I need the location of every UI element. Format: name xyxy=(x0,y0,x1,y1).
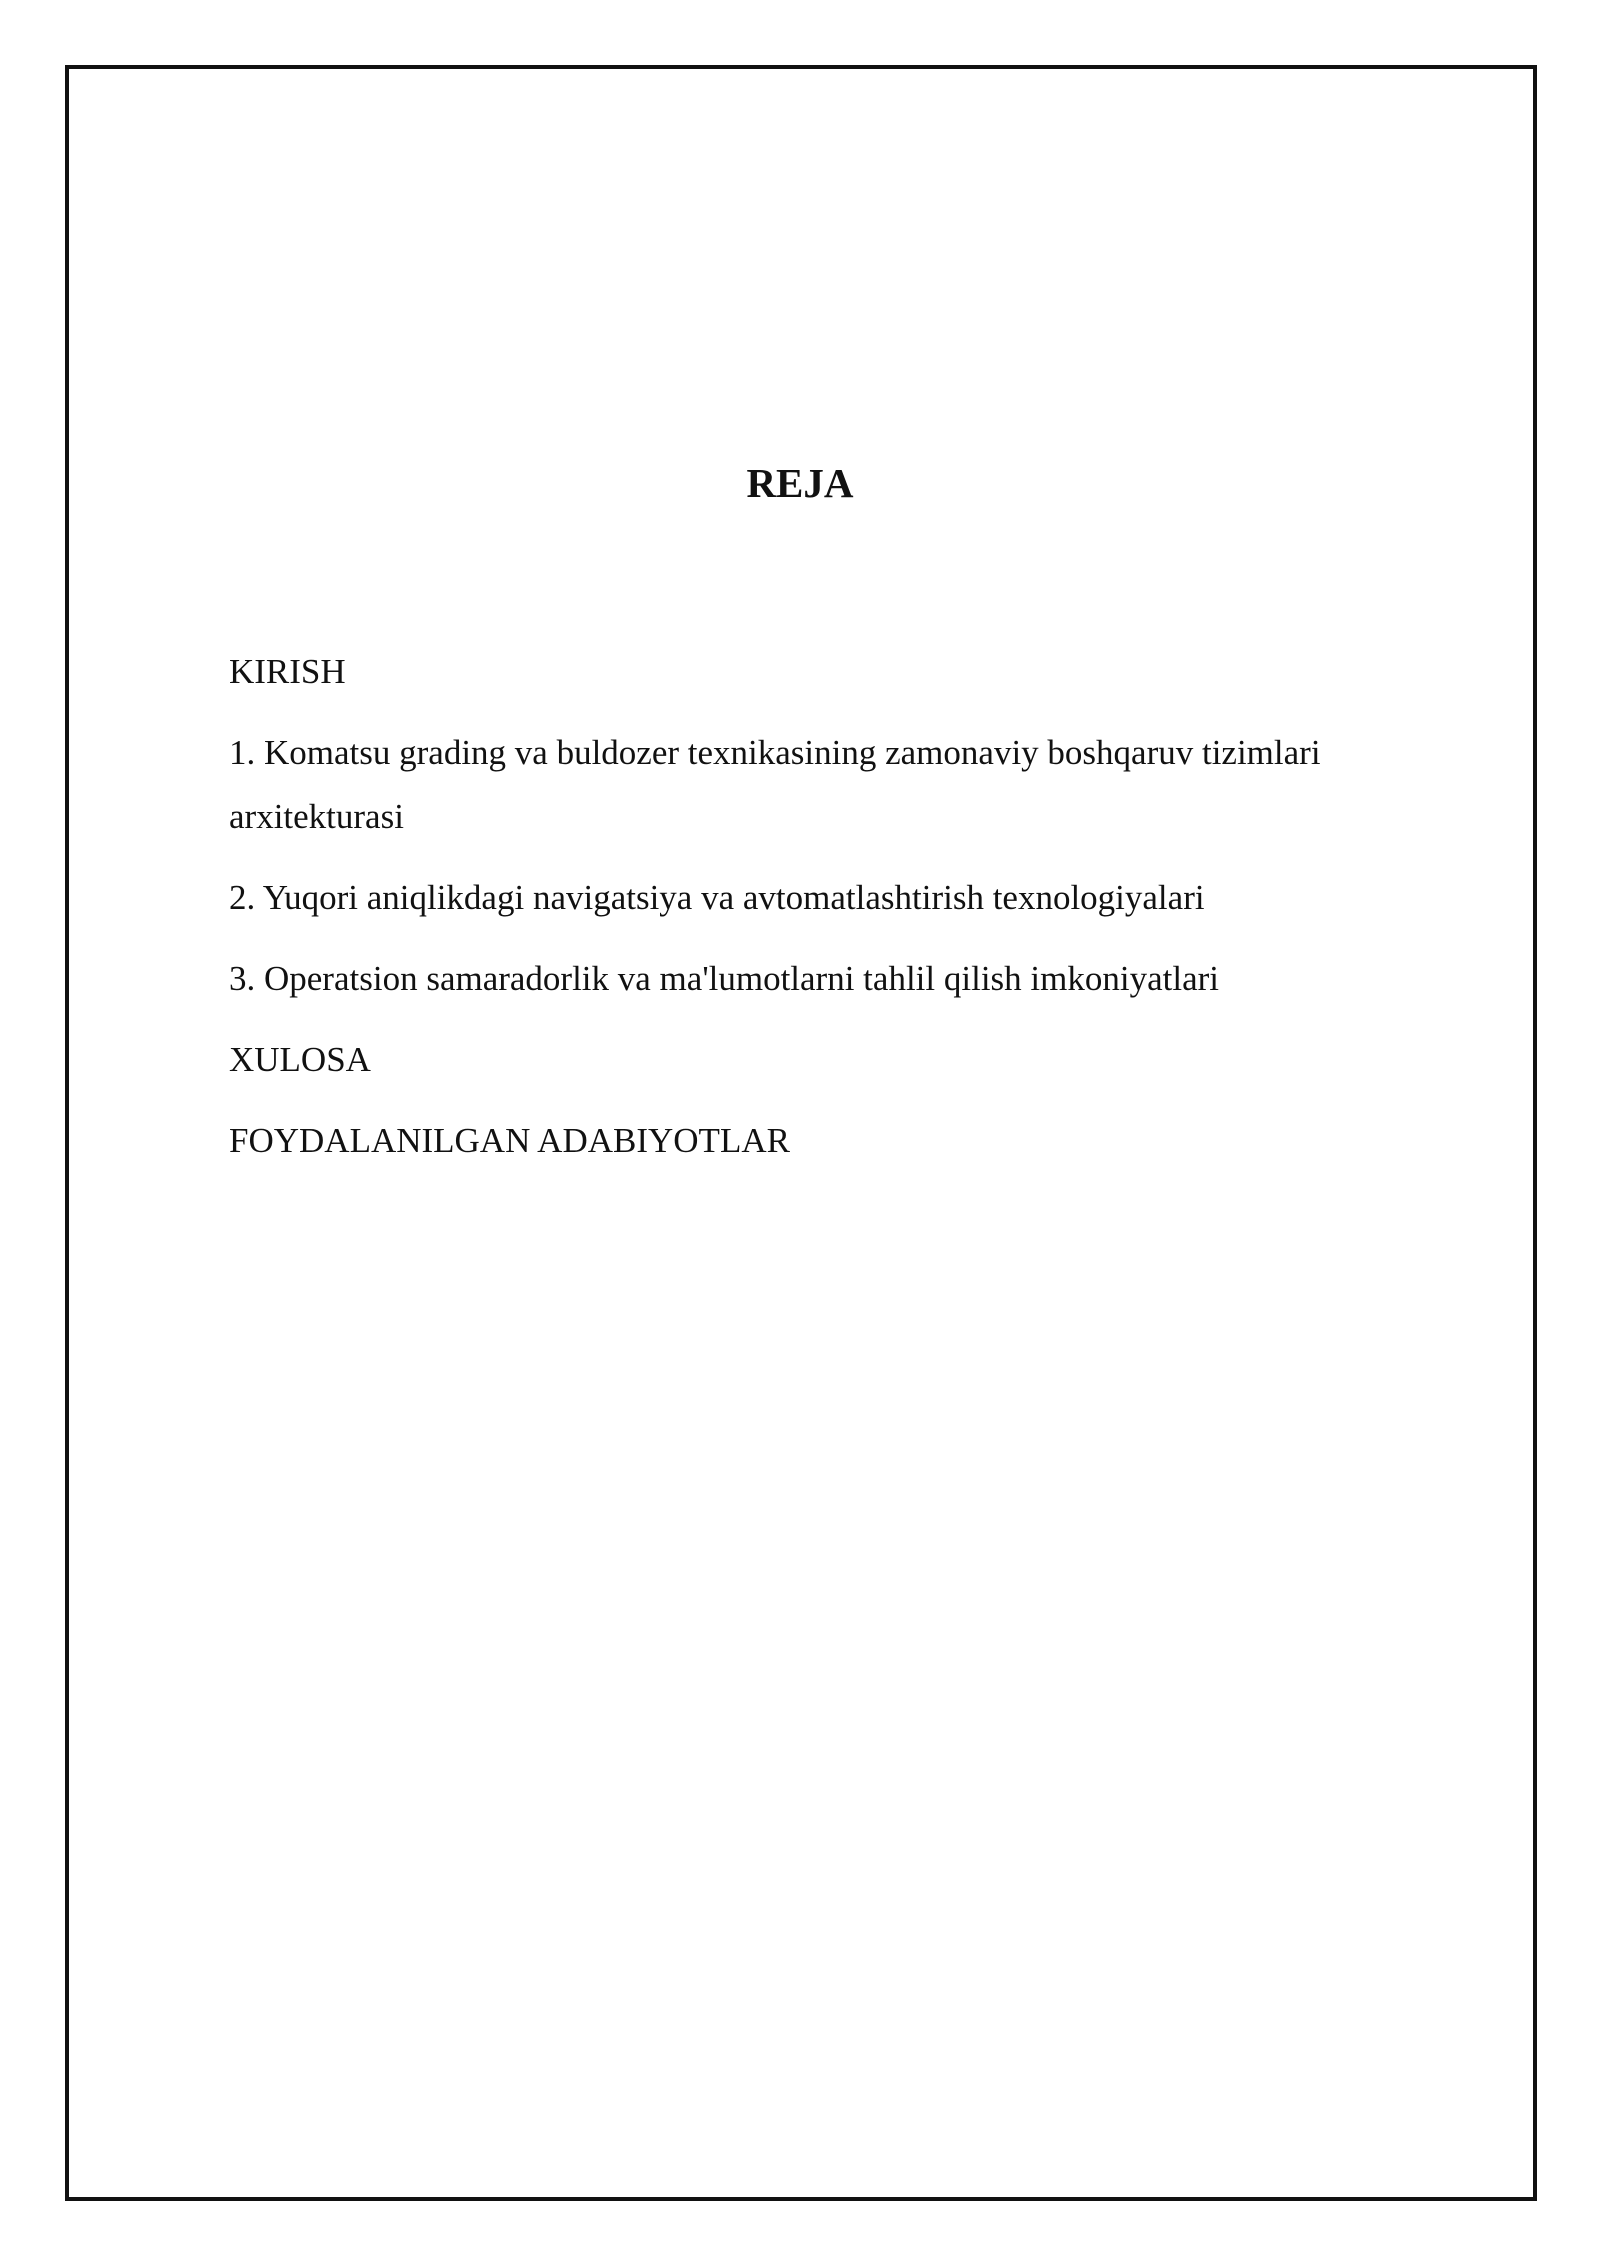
toc-item-conclusion: XULOSA xyxy=(229,1040,371,1079)
toc-item-section-2: 2. Yuqori aniqlikdagi navigatsiya va avtomatlashtirish texnologiyalari xyxy=(229,878,1205,917)
toc-item-section-3: 3. Operatsion samaradorlik va ma'lumotlarni tahlil qilish imkoniyatlari xyxy=(229,959,1219,998)
toc-item-section-1: 1. Komatsu grading va buldozer texnikasining zamonaviy boshqaruv tizimlari arxitekturasi xyxy=(229,733,1321,836)
toc-item-references: FOYDALANILGAN ADABIYOTLAR xyxy=(229,1121,790,1160)
table-of-contents xyxy=(229,640,1429,1190)
toc-item-introduction: KIRISH xyxy=(229,652,346,691)
document-title: REJA xyxy=(746,460,854,506)
